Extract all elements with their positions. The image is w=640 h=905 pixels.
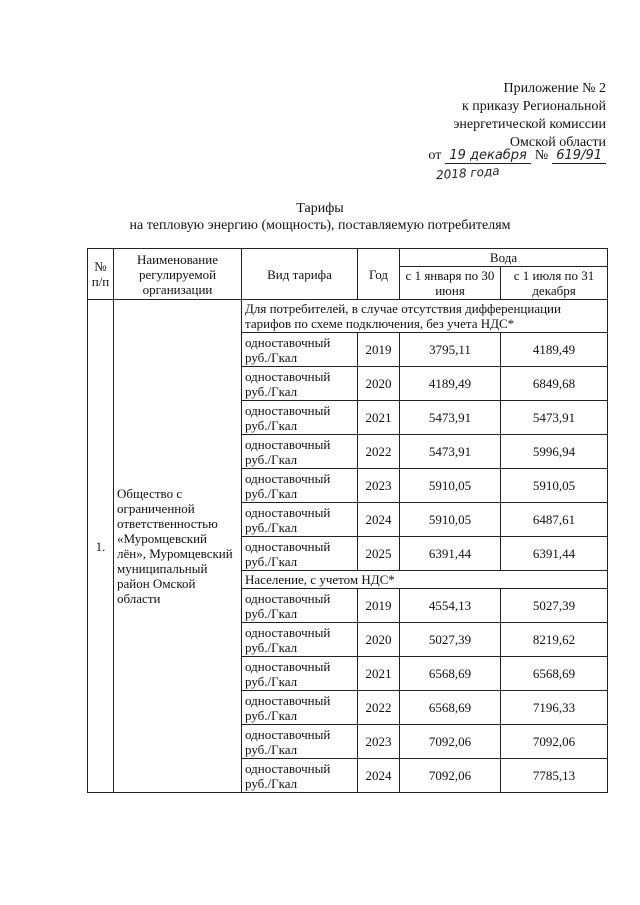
subtitle-line: на тепловую энергию (мощность), поставляемую потребителям xyxy=(129,218,511,233)
section-title: Население, с учетом НДС* xyxy=(242,571,608,589)
tariff-value-h1: 5910,05 xyxy=(400,503,501,537)
tariff-year: 2025 xyxy=(358,537,400,571)
tariff-value-h2: 6487,61 xyxy=(501,503,608,537)
section-title: Для потребителей, в случае отсутствия дифференциации тарифов по схеме подключения, без учета НДС* xyxy=(242,300,608,333)
tariff-value-h1: 5473,91 xyxy=(400,435,501,469)
header-line: энергетической комиссии xyxy=(453,117,606,132)
tariff-kind: одноставочный руб./Гкал xyxy=(242,401,358,435)
tariff-year: 2024 xyxy=(358,503,400,537)
header-kind: Вид тарифа xyxy=(242,249,358,300)
tariff-value-h1: 6568,69 xyxy=(400,657,501,691)
tariff-year: 2020 xyxy=(358,367,400,401)
tariff-kind: одноставочный руб./Гкал xyxy=(242,367,358,401)
tariff-year: 2020 xyxy=(358,623,400,657)
header-name: Наименование регулируемой организации xyxy=(114,249,242,300)
tariff-value-h2: 7092,06 xyxy=(501,725,608,759)
section-row xyxy=(88,300,608,333)
tariff-value-h2: 6568,69 xyxy=(501,657,608,691)
tariff-year: 2021 xyxy=(358,401,400,435)
appendix-header xyxy=(453,80,606,152)
tariff-value-h2: 7785,13 xyxy=(501,759,608,793)
tariff-value-h2: 8219,62 xyxy=(501,623,608,657)
table-header-row xyxy=(88,249,608,267)
tariff-value-h1: 6391,44 xyxy=(400,537,501,571)
tariff-value-h1: 7092,06 xyxy=(400,725,501,759)
from-label: от xyxy=(428,148,442,163)
tariff-value-h1: 3795,11 xyxy=(400,333,501,367)
tariff-kind: одноставочный руб./Гкал xyxy=(242,503,358,537)
tariff-kind: одноставочный руб./Гкал xyxy=(242,469,358,503)
tariff-value-h1: 5910,05 xyxy=(400,469,501,503)
header-line: Омской области xyxy=(509,135,606,150)
tariff-kind: одноставочный руб./Гкал xyxy=(242,759,358,793)
tariff-value-h2: 6849,68 xyxy=(501,367,608,401)
handwritten-year: 2018 года xyxy=(435,163,501,183)
header-num: № п/п xyxy=(88,249,114,300)
tariff-year: 2024 xyxy=(358,759,400,793)
tariff-value-h2: 5027,39 xyxy=(501,589,608,623)
tariff-year: 2023 xyxy=(358,469,400,503)
tariff-kind: одноставочный руб./Гкал xyxy=(242,537,358,571)
header-water: Вода xyxy=(400,249,608,267)
header-period2: с 1 июля по 31 декабря xyxy=(501,267,608,300)
tariff-kind: одноставочный руб./Гкал xyxy=(242,691,358,725)
tariff-value-h2: 5473,91 xyxy=(501,401,608,435)
handwritten-number: 619/91 xyxy=(552,148,606,164)
tariff-kind: одноставочный руб./Гкал xyxy=(242,589,358,623)
tariff-kind: одноставочный руб./Гкал xyxy=(242,333,358,367)
number-label: № xyxy=(534,148,549,163)
tariff-year: 2019 xyxy=(358,589,400,623)
tariff-year: 2023 xyxy=(358,725,400,759)
tariff-value-h2: 6391,44 xyxy=(501,537,608,571)
title-line: Тарифы xyxy=(296,201,344,216)
tariff-value-h2: 5910,05 xyxy=(501,469,608,503)
header-period1: с 1 января по 30 июня xyxy=(400,267,501,300)
tariff-year: 2022 xyxy=(358,691,400,725)
header-line: к приказу Региональной xyxy=(461,99,606,114)
row-number: 1. xyxy=(88,300,114,793)
tariff-value-h1: 4189,49 xyxy=(400,367,501,401)
organization-name: Общество с ограниченной ответственностью «Муромцевский лён», Муромцевский муниципальный район Омской области xyxy=(114,300,242,793)
tariff-value-h1: 5027,39 xyxy=(400,623,501,657)
tariff-value-h2: 5996,94 xyxy=(501,435,608,469)
tariff-year: 2022 xyxy=(358,435,400,469)
tariff-value-h2: 7196,33 xyxy=(501,691,608,725)
tariff-value-h1: 4554,13 xyxy=(400,589,501,623)
handwritten-date: 19 декабря xyxy=(445,148,531,164)
tariff-kind: одноставочный руб./Гкал xyxy=(242,435,358,469)
tariff-kind: одноставочный руб./Гкал xyxy=(242,657,358,691)
tariff-year: 2021 xyxy=(358,657,400,691)
tariff-kind: одноставочный руб./Гкал xyxy=(242,725,358,759)
tariff-value-h1: 5473,91 xyxy=(400,401,501,435)
tariff-kind: одноставочный руб./Гкал xyxy=(242,623,358,657)
tariff-table xyxy=(87,248,608,793)
tariff-value-h1: 7092,06 xyxy=(400,759,501,793)
order-date-number xyxy=(428,148,606,164)
tariff-value-h2: 4189,49 xyxy=(501,333,608,367)
tariff-year: 2019 xyxy=(358,333,400,367)
tariff-value-h1: 6568,69 xyxy=(400,691,501,725)
header-year: Год xyxy=(358,249,400,300)
document-title xyxy=(0,200,640,234)
header-line: Приложение № 2 xyxy=(503,81,606,96)
